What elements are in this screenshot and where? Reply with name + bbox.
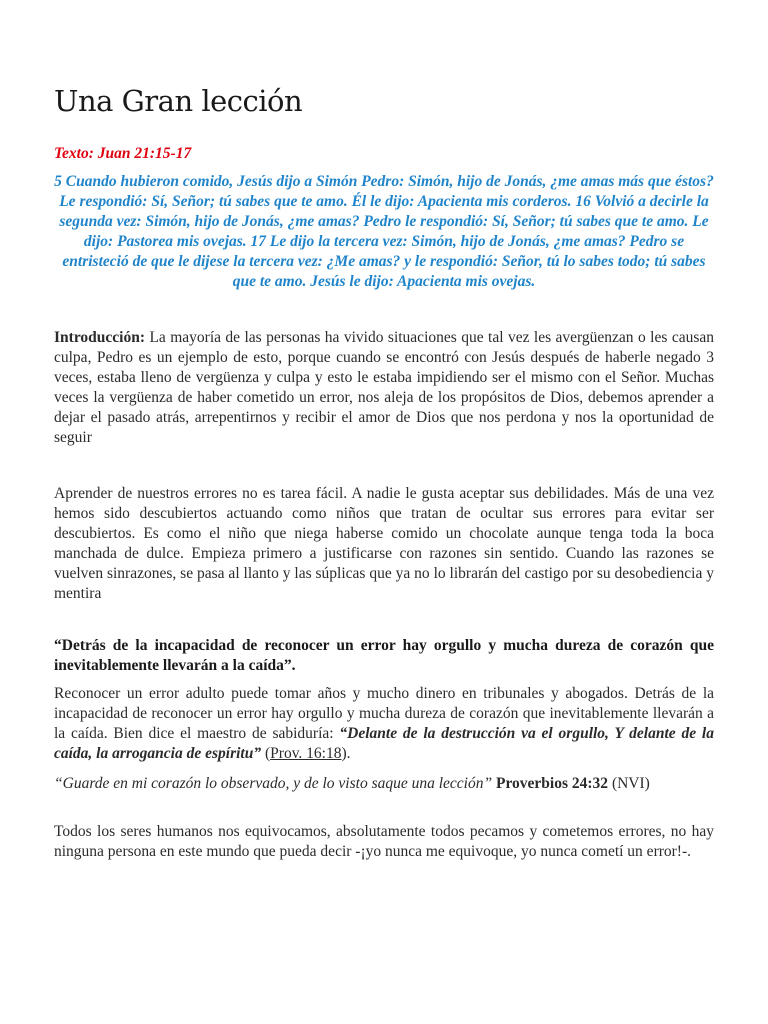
paragraph-errors: Aprender de nuestros errores no es tarea fácil. A nadie le gusta aceptar sus debilidades. Más de una vez hemos sido descubiertos actuando como niños que tratan de ocultar sus errores para evitar ser descubiertos. Es como el niño que niega haberse comido un chocolate aunque tenga toda la boca manchada de dulce. Empieza primero a justificarse con razones sin sentido. Cuando las razones se vuelven sinrazones, se pasa al llanto y las súplicas que ya no lo librarán del castigo por su desobediencia y mentira [54, 485, 714, 602]
introduction-text: La mayoría de las personas ha vivido situaciones que tal vez les avergüenzan o les causan culpa, Pedro es un ejemplo de esto, porque cuando se encontró con Jesús después de haberle negado 3 veces, estaba lleno de vergüenza y culpa y esto le estaba impidiendo ser el mismo con el Señor. Muchas veces la vergüenza de haber cometido un error, nos aleja de los propósitos de Dios, debemos aprender a dejar el pasado atrás, arrepentirnos y recibir el amor de Dios que nos perdona y nos la oportunidad de seguir [54, 329, 714, 446]
paragraph-recognize-text: Reconocer un error adulto puede tomar años y mucho dinero en tribunales y abogados. Detrás de la incapacidad de reconocer un error hay orgullo y mucha dureza de corazón que inevitablemente llevarán a la caída. Bien dice el maestro de sabiduría: [54, 685, 714, 742]
proverbs-quote: “Guarde en mi corazón lo observado, y de lo visto saque una lección” [54, 775, 493, 792]
proverbs-version: (NVI) [611, 775, 650, 792]
introduction-paragraph [54, 328, 714, 448]
paragraph-conclusion: Todos los seres humanos nos equivocamos, absolutamente todos pecamos y cometemos errores, no hay ninguna persona en este mundo que pueda decir -¡yo nunca me equivoque, yo nunca cometí un error!-. [54, 823, 714, 860]
highlighted-quote: “Detrás de la incapacidad de reconocer un error hay orgullo y mucha dureza de corazón que inevitablemente llevarán a la caída”. [54, 637, 714, 674]
introduction-label: Introducción: [54, 329, 146, 346]
proverb-reference-link[interactable]: Prov. 16:18 [270, 745, 342, 762]
page-title: Una Gran lección [54, 84, 303, 118]
paragraph-recognize-error: Reconocer un error adulto puede tomar años y mucho dinero en tribunales y abogados. Detrás de la incapacidad de reconocer un error hay orgullo y mucha dureza de corazón que inevitablemente llevarán a la caída. Bien dice el maestro de sabiduría: “Delante de la destrucción va el orgullo, Y delante de la caída, la arrogancia de espíritu” (Prov. 16:18). [54, 685, 714, 762]
scripture-verse: 5 Cuando hubieron comido, Jesús dijo a Simón Pedro: Simón, hijo de Jonás, ¿me amas más que éstos? Le respondió: Sí, Señor; tú sabes que te amo. Él le dijo: Apacienta mis corderos. 16 Volvió a decirle la segunda vez: Simón, hijo de Jonás, ¿me amas? Pedro le respondió: Sí, Señor; tú sabes que te amo. Le dijo: Pastorea mis ovejas. 17 Le dijo la tercera vez: Simón, hijo de Jonás, ¿me amas? Pedro se entristeció de que le dijese la tercera vez: ¿Me amas? y le respondió: Señor, tú lo sabes todo; tú sabes que te amo. Jesús le dijo: Apacienta mis ovejas. [54, 173, 714, 290]
proverb-quote: “Delante de la destrucción va el orgullo, Y delante de la caída, la arrogancia de espíritu” [54, 725, 714, 762]
proverbs-reference: Proverbios 24:32 [495, 775, 609, 792]
scripture-reference: Texto: Juan 21:15-17 [54, 145, 192, 162]
paragraph-proverbs [54, 774, 714, 794]
